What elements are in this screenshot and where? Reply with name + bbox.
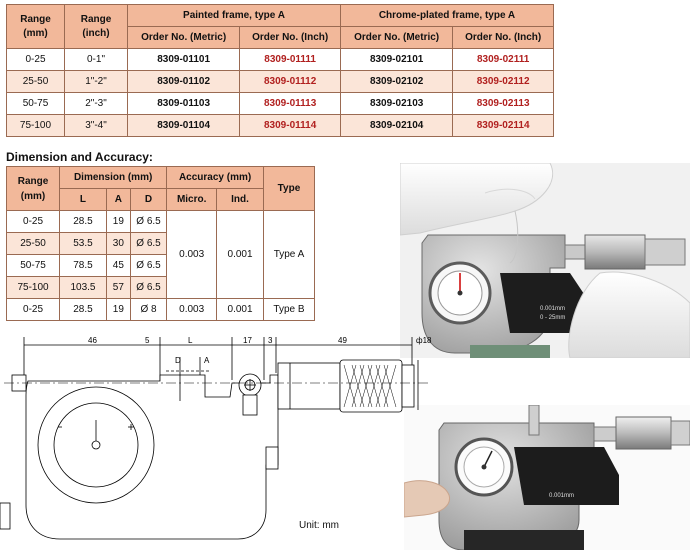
order-metric-cell: 8309-01103 [128,93,240,115]
d-cell: Ø 8 [130,299,166,321]
label-A: A [204,356,210,365]
ind-cell: 0.001 [217,299,264,321]
order-inch-cell: 8309-02113 [453,93,554,115]
dim-diameter-18: ф18 [416,336,432,345]
order-inch-cell: 8309-01114 [240,115,341,137]
dimension-header: Dimension (mm) [60,167,167,189]
order-metric-cell: 8309-01102 [128,71,240,93]
photo1-resolution-text: 0.001mm [540,306,566,312]
l-header: L [60,189,107,211]
type-a-cell: Type A [263,211,314,299]
order-inch-cell: 8309-02111 [453,49,554,71]
range-mm-cell: 0-25 [7,49,65,71]
photo1-range-text: 0 - 25mm [540,315,566,321]
range-inch-cell: 1"-2" [65,71,128,93]
product-photo-bench [404,405,690,550]
range-cell: 50-75 [7,255,60,277]
a-cell: 57 [106,277,130,299]
table-row [7,93,554,115]
table-row [7,211,315,233]
dim-3: 3 [268,336,273,345]
table-row [7,299,315,321]
range-cell: 25-50 [7,233,60,255]
range-inch-cell: 3"-4" [65,115,128,137]
micro-header: Micro. [167,189,217,211]
painted-frame-header: Painted frame, type A [128,5,341,27]
order-metric-cell: 8309-02104 [340,115,452,137]
ind-header: Ind. [217,189,264,211]
range-mm-cell: 25-50 [7,71,65,93]
order-metric-cell: 8309-01104 [128,115,240,137]
a-cell: 30 [106,233,130,255]
dimension-section-title: Dimension and Accuracy: [6,150,153,164]
range-inch-cell: 2"-3" [65,93,128,115]
order-number-table [6,4,554,137]
order-metric-cell: 8309-02101 [340,49,452,71]
a-cell: 19 [106,211,130,233]
chrome-inch-header: Order No. (Inch) [453,27,554,49]
order-inch-cell: 8309-02114 [453,115,554,137]
dim-17: 17 [243,336,252,345]
dimension-accuracy-table [6,166,315,321]
type-b-cell: Type B [263,299,314,321]
order-metric-cell: 8309-01101 [128,49,240,71]
order-metric-cell: 8309-02102 [340,71,452,93]
painted-metric-header: Order No. (Metric) [128,27,240,49]
type-header: Type [263,167,314,211]
range-mm-cell: 75-100 [7,115,65,137]
range-inch-cell: 0-1" [65,49,128,71]
a-cell: 19 [106,299,130,321]
chrome-metric-header: Order No. (Metric) [340,27,452,49]
dim-46: 46 [88,336,97,345]
d-cell: Ø 6.5 [130,255,166,277]
micro-cell: 0.003 [167,299,217,321]
d-cell: Ø 6.5 [130,233,166,255]
chrome-frame-header: Chrome-plated frame, type A [340,5,553,27]
unit-label: Unit: mm [299,520,339,531]
l-cell: 28.5 [60,211,107,233]
painted-inch-header: Order No. (Inch) [240,27,341,49]
photo2-resolution-text: 0.001mm [549,493,575,499]
l-cell: 28.5 [60,299,107,321]
order-metric-cell: 8309-02103 [340,93,452,115]
l-cell: 78.5 [60,255,107,277]
range-cell: 0-25 [7,211,60,233]
dim-L: L [188,336,193,345]
label-D: D [175,356,181,365]
d-header: D [130,189,166,211]
range-mm-header: Range (mm) [7,5,65,49]
micro-accuracy-type-a: 0.003 [167,211,217,299]
range-cell: 0-25 [7,299,60,321]
dim-49: 49 [338,336,347,345]
range-mm-cell: 50-75 [7,93,65,115]
range-header: Range (mm) [7,167,60,211]
dim-5: 5 [145,336,150,345]
accuracy-header: Accuracy (mm) [167,167,264,189]
table-row [7,115,554,137]
d-cell: Ø 6.5 [130,211,166,233]
range-cell: 75-100 [7,277,60,299]
l-cell: 103.5 [60,277,107,299]
a-header: A [106,189,130,211]
table-row [7,71,554,93]
order-inch-cell: 8309-01111 [240,49,341,71]
range-inch-header: Range (inch) [65,5,128,49]
technical-drawing [0,335,440,545]
a-cell: 45 [106,255,130,277]
d-cell: Ø 6.5 [130,277,166,299]
table-row [7,49,554,71]
order-inch-cell: 8309-01112 [240,71,341,93]
ind-accuracy-type-a: 0.001 [217,211,264,299]
l-cell: 53.5 [60,233,107,255]
order-inch-cell: 8309-01113 [240,93,341,115]
product-photo-hand-held [400,163,690,358]
order-inch-cell: 8309-02112 [453,71,554,93]
